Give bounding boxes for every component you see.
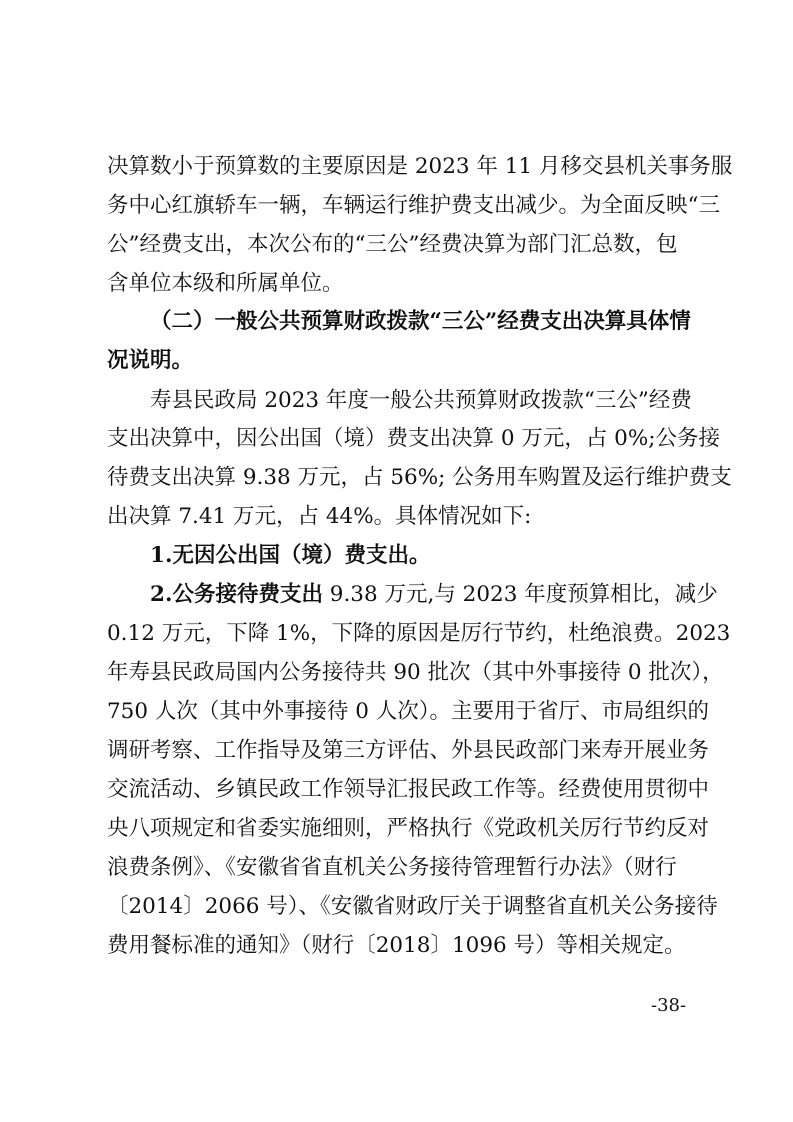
paragraph-line: 央八项规定和省委实施细则，严格执行《党政机关厉行节约反对 bbox=[107, 816, 710, 841]
paragraph-line: 决算数小于预算数的主要原因是 2023 年 11 月移交县机关事务服 bbox=[107, 154, 733, 179]
paragraph-line: 浪费条例》、《安徽省省直机关公务接待管理暂行办法》（财行 bbox=[107, 855, 677, 880]
paragraph-line: 交流活动、乡镇民政工作领导汇报民政工作等。经费使用贯彻中 bbox=[107, 777, 710, 802]
paragraph-line: 出决算 7.41 万元，占 44%。具体情况如下: bbox=[107, 504, 532, 529]
paragraph-line: 待费支出决算 9.38 万元，占 56%; 公务用车购置及运行维护费支 bbox=[107, 465, 732, 490]
paragraph-line: 费用餐标准的通知》（财行〔2018〕1096 号）等相关规定。 bbox=[107, 933, 686, 958]
list-item-line bbox=[150, 579, 718, 611]
paragraph-line: 寿县民政局 2023 年度一般公共预算财政拨款“三公”经费 bbox=[150, 388, 692, 413]
paragraph-line: 年寿县民政局国内公务接待共 90 批次（其中外事接待 0 批次）， bbox=[107, 660, 724, 685]
paragraph-line: 务中心红旗轿车一辆，车辆运行维护费支出减少。为全面反映“三 bbox=[107, 193, 720, 218]
paragraph-line: 支出决算中，因公出国（境）费支出决算 0 万元，占 0%;公务接 bbox=[107, 426, 721, 451]
paragraph-line: 公”经费支出，本次公布的“三公”经费决算为部门汇总数，包 bbox=[107, 232, 678, 257]
section-heading: 况说明。 bbox=[107, 348, 194, 373]
paragraph-line: 〔2014〕2066 号）、《安徽省财政厅关于调整省直机关公务接待 bbox=[107, 894, 718, 919]
paragraph-line: 750 人次（其中外事接待 0 人次）。主要用于省厅、市局组织的 bbox=[107, 699, 709, 724]
page-number: -38- bbox=[651, 995, 687, 1016]
paragraph-line: 含单位本级和所属单位。 bbox=[107, 271, 344, 296]
list-item-text: 9.38 万元,与 2023 年度预算相比，减少 bbox=[322, 582, 718, 607]
paragraph-line: 0.12 万元，下降 1%，下降的原因是厉行节约，杜绝浪费。2023 bbox=[107, 621, 731, 646]
list-item-label: 2.公务接待费支出 bbox=[150, 582, 323, 607]
paragraph-line: 调研考察、工作指导及第三方评估、外县民政部门来寿开展业务 bbox=[107, 738, 710, 763]
section-heading: （二）一般公共预算财政拨款“三公”经费支出决算具体情 bbox=[150, 309, 691, 334]
list-item-heading: 1.无因公出国（境）费支出。 bbox=[150, 543, 431, 568]
